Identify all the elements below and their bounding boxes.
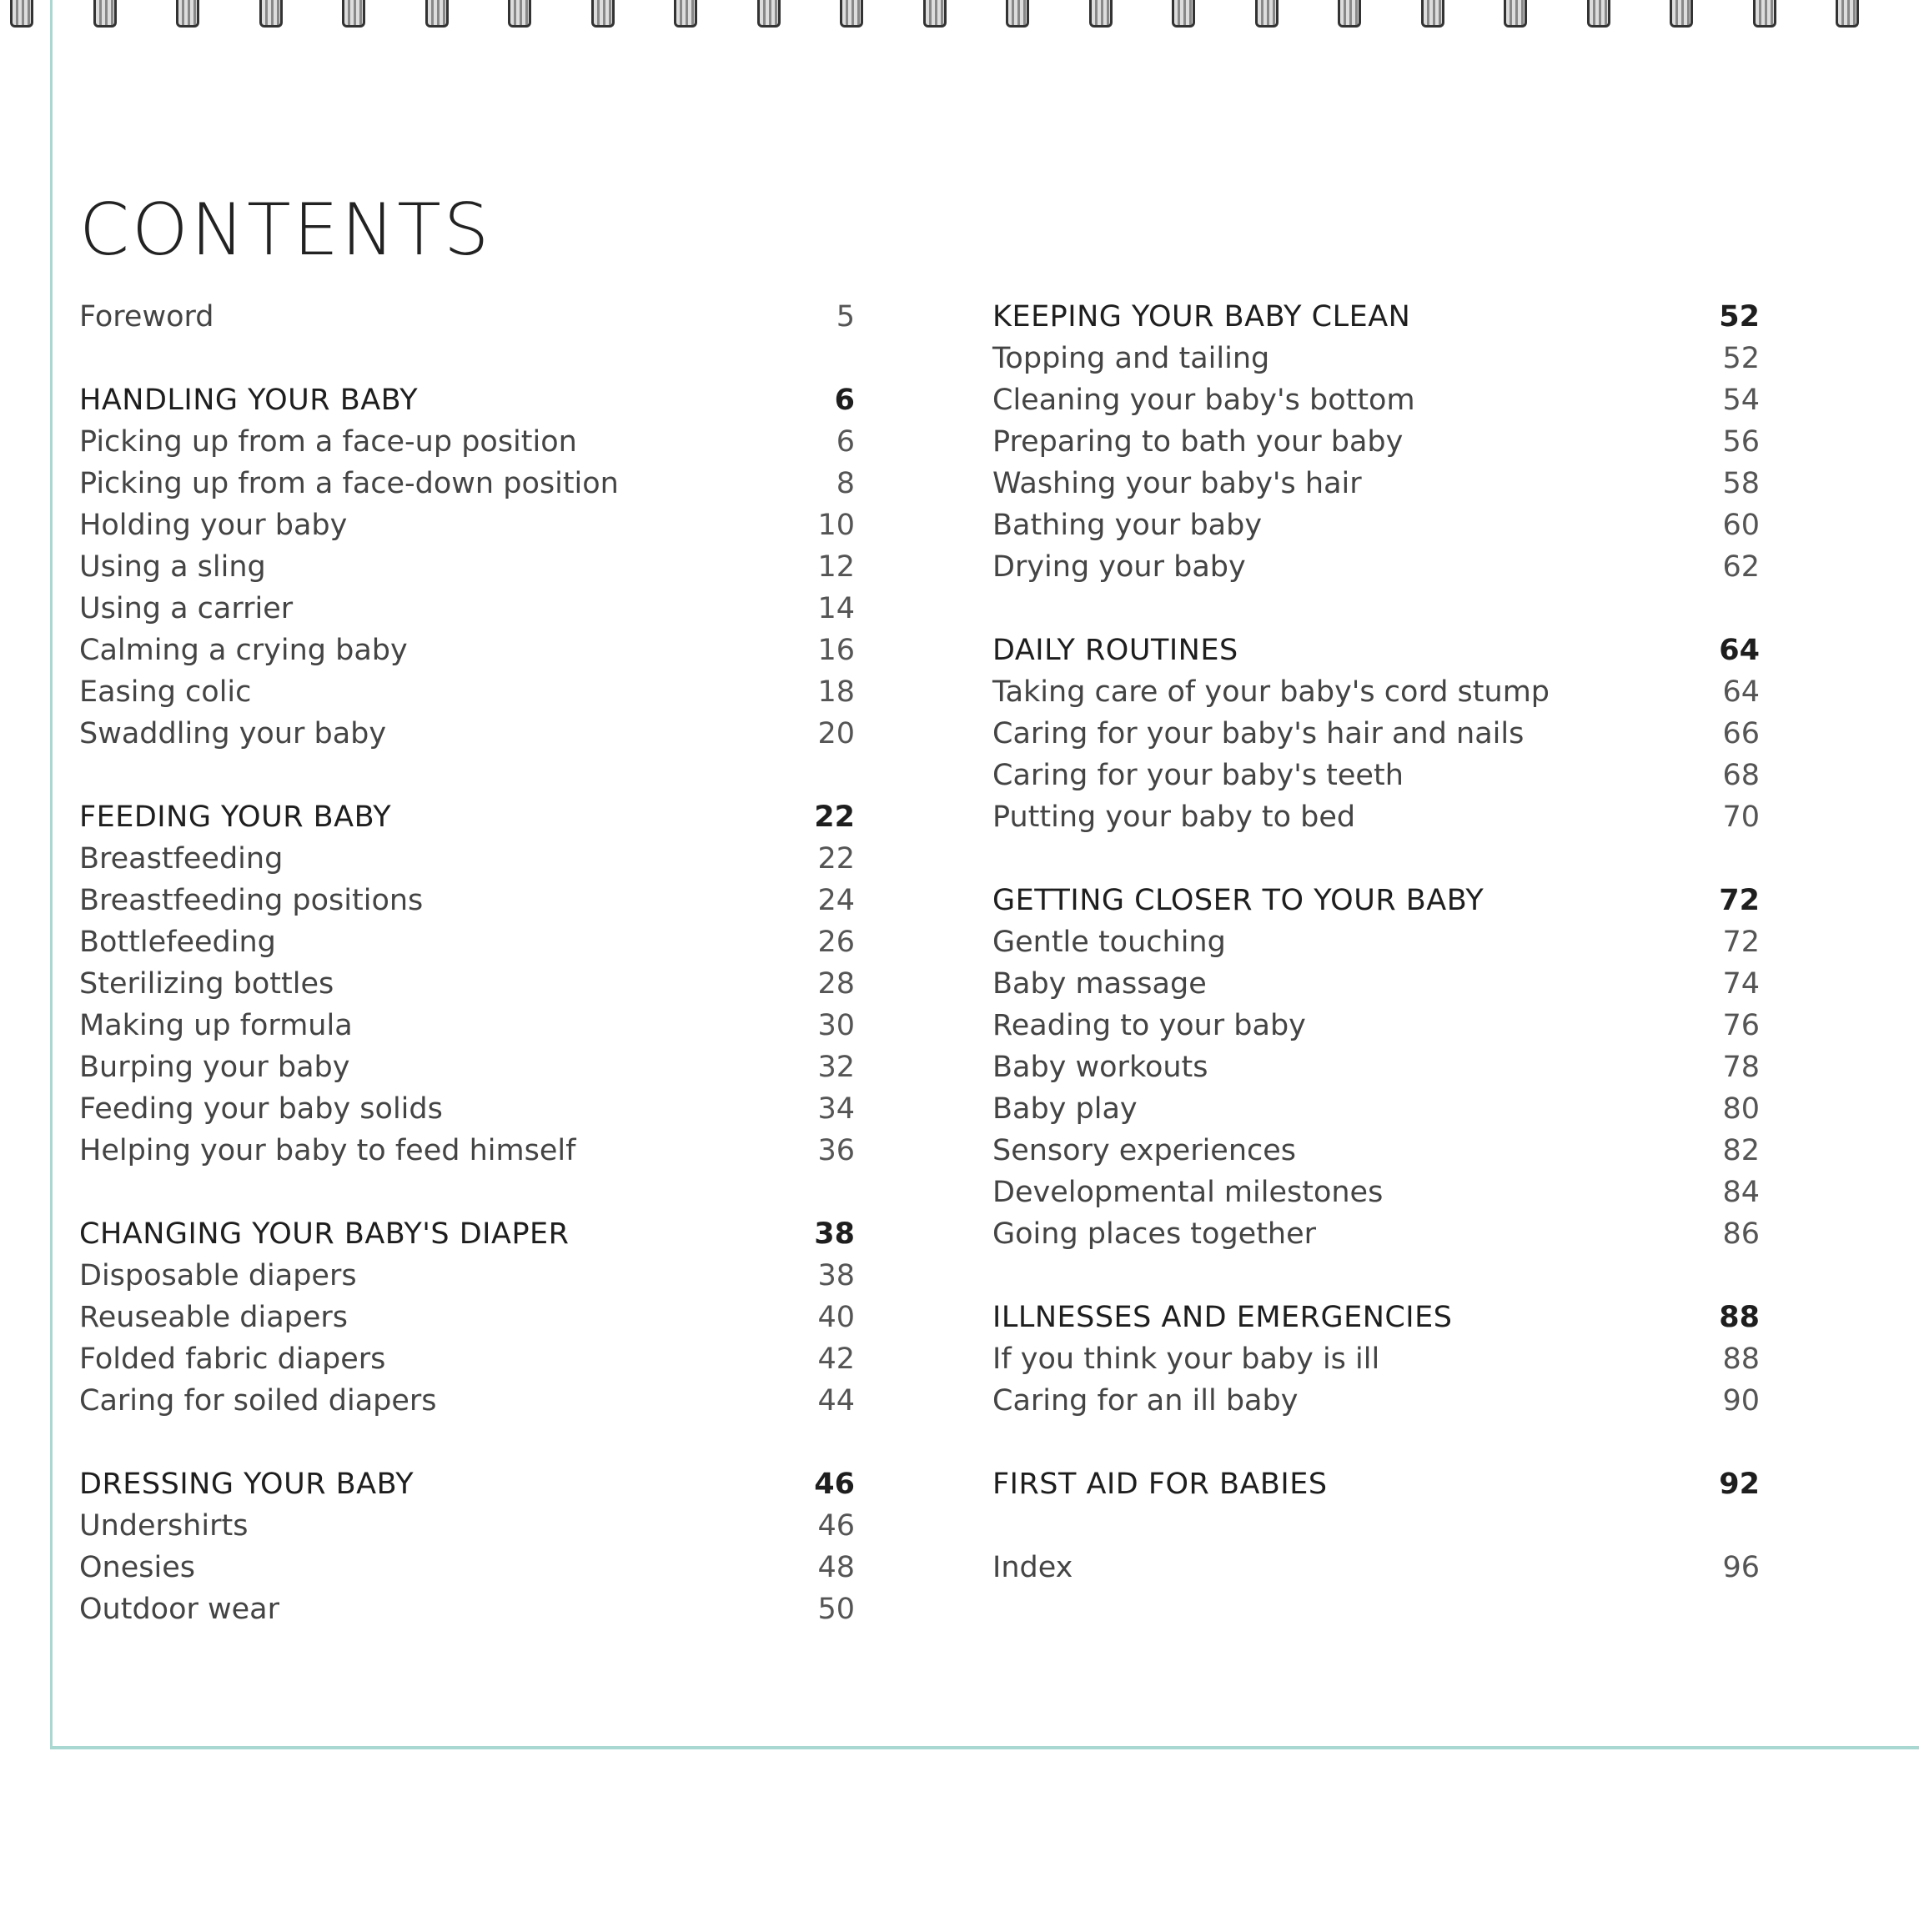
section-heading [992,296,1760,338]
section-gap [992,1422,1760,1463]
page-title: CONTENTS [79,188,492,272]
entry-page-number: 54 [1722,384,1760,417]
contents-entry [79,463,855,504]
contents-entry [79,1297,855,1338]
contents-entry [992,1172,1760,1213]
entry-label: Bathing your baby [992,509,1263,542]
entry-page-number: 10 [817,509,855,542]
section-heading-page: 92 [1719,1468,1760,1501]
entry-label: Taking care of your baby's cord stump [992,675,1550,709]
section-heading [992,630,1760,671]
entry-page-number: 76 [1722,1009,1760,1042]
entry-label: Caring for an ill baby [992,1384,1299,1418]
contents-entry [992,963,1760,1005]
contents-entry [992,1547,1760,1588]
contents-entry [79,1547,855,1588]
contents-section [79,379,855,755]
entry-label: Drying your baby [992,550,1246,584]
contents-entry [79,296,855,338]
section-heading-label: HANDLING YOUR BABY [79,384,419,417]
entry-page-number: 58 [1722,467,1760,500]
section-heading-label: FIRST AID FOR BABIES [992,1468,1328,1501]
entry-label: Preparing to bath your baby [992,425,1404,459]
entry-label: Reading to your baby [992,1009,1306,1042]
contents-entry [79,1046,855,1088]
section-gap [79,1422,855,1463]
entry-page-number: 96 [1722,1551,1760,1584]
entry-label: Folded fabric diapers [79,1342,386,1376]
contents-entry [79,546,855,588]
section-heading [79,1213,855,1255]
contents-entry [992,421,1760,463]
entry-page-number: 24 [817,884,855,917]
section-heading-page: 6 [834,384,855,417]
entry-label: Reuseable diapers [79,1301,349,1334]
contents-section [79,296,855,338]
section-gap [992,1255,1760,1297]
entry-label: Calming a crying baby [79,634,408,667]
entry-page-number: 66 [1722,717,1760,750]
entry-label: Swaddling your baby [79,717,387,750]
contents-entry [992,546,1760,588]
entry-label: Breastfeeding positions [79,884,424,917]
contents-section [992,296,1760,588]
contents-entry [79,963,855,1005]
entry-label: Sterilizing bottles [79,967,334,1001]
entry-label: Gentle touching [992,926,1226,959]
entry-label: Picking up from a face-down position [79,467,619,500]
section-heading [992,1297,1760,1338]
section-heading-page: 46 [814,1468,855,1501]
section-heading-label: ILLNESSES AND EMERGENCIES [992,1301,1453,1334]
entry-label: Developmental milestones [992,1176,1384,1209]
contents-entry [992,463,1760,504]
contents-entry [79,1505,855,1547]
section-heading [992,1463,1760,1505]
entry-page-number: 44 [817,1384,855,1418]
entry-page-number: 74 [1722,967,1760,1001]
entry-page-number: 70 [1722,800,1760,834]
contents-entry [992,713,1760,755]
contents-entry [992,379,1760,421]
entry-label: Baby workouts [992,1051,1208,1084]
entry-label: Outdoor wear [79,1593,280,1626]
contents-entry [992,504,1760,546]
contents-entry [992,1213,1760,1255]
entry-label: Using a carrier [79,592,294,625]
entry-page-number: 46 [817,1509,855,1543]
entry-page-number: 20 [817,717,855,750]
contents-entry [79,630,855,671]
section-heading-page: 52 [1719,300,1760,334]
contents-section [992,1547,1760,1588]
entry-label: Sensory experiences [992,1134,1297,1167]
contents-entry [992,796,1760,838]
contents-entry [79,1380,855,1422]
entry-label: Index [992,1551,1073,1584]
binding-ring [10,0,33,28]
entry-label: Bottlefeeding [79,926,276,959]
entry-page-number: 68 [1722,759,1760,792]
section-gap [992,1505,1760,1547]
section-gap [992,838,1760,880]
section-heading-label: DRESSING YOUR BABY [79,1468,414,1501]
entry-page-number: 90 [1722,1384,1760,1418]
section-heading-page: 72 [1719,884,1760,917]
entry-page-number: 62 [1722,550,1760,584]
entry-page-number: 84 [1722,1176,1760,1209]
entry-label: Disposable diapers [79,1259,357,1292]
contents-entry [992,921,1760,963]
contents-entry [992,671,1760,713]
entry-label: Using a sling [79,550,266,584]
contents-section [79,1463,855,1630]
section-gap [79,1172,855,1213]
section-heading [79,379,855,421]
entry-page-number: 48 [817,1551,855,1584]
contents-entry [992,338,1760,379]
contents-entry [79,838,855,880]
entry-label: Washing your baby's hair [992,467,1362,500]
entry-label: Undershirts [79,1509,249,1543]
entry-page-number: 6 [836,425,855,459]
contents-entry [79,1255,855,1297]
entry-label: Picking up from a face-up position [79,425,577,459]
contents-column-right [992,296,1760,1588]
section-heading-label: GETTING CLOSER TO YOUR BABY [992,884,1484,917]
contents-entry [79,671,855,713]
contents-entry [992,1088,1760,1130]
contents-column-left [79,296,855,1630]
entry-page-number: 22 [817,842,855,876]
section-heading [79,796,855,838]
entry-page-number: 16 [817,634,855,667]
contents-entry [79,713,855,755]
entry-page-number: 80 [1722,1092,1760,1126]
contents-section [992,1463,1760,1505]
contents-entry [79,1005,855,1046]
contents-entry [992,1046,1760,1088]
entry-page-number: 72 [1722,926,1760,959]
entry-page-number: 28 [817,967,855,1001]
entry-label: Feeding your baby solids [79,1092,443,1126]
contents-entry [79,504,855,546]
section-heading-page: 38 [814,1217,855,1251]
section-heading-page: 64 [1719,634,1760,667]
entry-label: Putting your baby to bed [992,800,1356,834]
entry-label: Caring for your baby's hair and nails [992,717,1525,750]
entry-page-number: 56 [1722,425,1760,459]
contents-entry [992,1338,1760,1380]
entry-page-number: 40 [817,1301,855,1334]
contents-entry [79,1588,855,1630]
entry-page-number: 26 [817,926,855,959]
contents-entry [992,1005,1760,1046]
entry-label: Cleaning your baby's bottom [992,384,1415,417]
entry-label: If you think your baby is ill [992,1342,1380,1376]
entry-page-number: 30 [817,1009,855,1042]
contents-entry [992,1380,1760,1422]
entry-page-number: 86 [1722,1217,1760,1251]
section-heading [992,880,1760,921]
entry-page-number: 5 [836,300,855,334]
entry-label: Breastfeeding [79,842,284,876]
entry-label: Burping your baby [79,1051,350,1084]
section-heading-label: FEEDING YOUR BABY [79,800,392,834]
entry-label: Holding your baby [79,509,348,542]
entry-label: Caring for soiled diapers [79,1384,437,1418]
contents-entry [79,880,855,921]
section-heading-label: CHANGING YOUR BABY'S DIAPER [79,1217,570,1251]
entry-page-number: 82 [1722,1134,1760,1167]
contents-section [992,630,1760,838]
contents-entry [992,755,1760,796]
section-heading-page: 88 [1719,1301,1760,1334]
entry-page-number: 38 [817,1259,855,1292]
entry-label: Easing colic [79,675,252,709]
contents-section [79,1213,855,1422]
entry-page-number: 14 [817,592,855,625]
section-heading [79,1463,855,1505]
section-gap [79,338,855,379]
contents-section [992,1297,1760,1422]
entry-label: Making up formula [79,1009,353,1042]
contents-section [992,880,1760,1255]
section-heading-label: DAILY ROUTINES [992,634,1238,667]
contents-entry [79,921,855,963]
contents-section [79,796,855,1172]
contents-entry [79,1130,855,1172]
contents-entry [79,1088,855,1130]
entry-page-number: 8 [836,467,855,500]
entry-label: Going places together [992,1217,1317,1251]
entry-page-number: 50 [817,1593,855,1626]
entry-page-number: 88 [1722,1342,1760,1376]
entry-page-number: 18 [817,675,855,709]
section-heading-page: 22 [814,800,855,834]
entry-label: Caring for your baby's teeth [992,759,1404,792]
section-gap [79,755,855,796]
entry-page-number: 60 [1722,509,1760,542]
entry-label: Topping and tailing [992,342,1270,375]
section-heading-label: KEEPING YOUR BABY CLEAN [992,300,1411,334]
contents-entry [79,1338,855,1380]
entry-page-number: 78 [1722,1051,1760,1084]
entry-label: Baby massage [992,967,1207,1001]
entry-page-number: 42 [817,1342,855,1376]
contents-entry [79,421,855,463]
entry-page-number: 32 [817,1051,855,1084]
contents-entry [992,1130,1760,1172]
entry-label: Baby play [992,1092,1138,1126]
entry-label: Onesies [79,1551,195,1584]
contents-entry [79,588,855,630]
entry-label: Helping your baby to feed himself [79,1134,576,1167]
entry-page-number: 52 [1722,342,1760,375]
section-gap [992,588,1760,630]
entry-page-number: 12 [817,550,855,584]
entry-label: Foreword [79,300,214,334]
entry-page-number: 36 [817,1134,855,1167]
entry-page-number: 64 [1722,675,1760,709]
entry-page-number: 34 [817,1092,855,1126]
